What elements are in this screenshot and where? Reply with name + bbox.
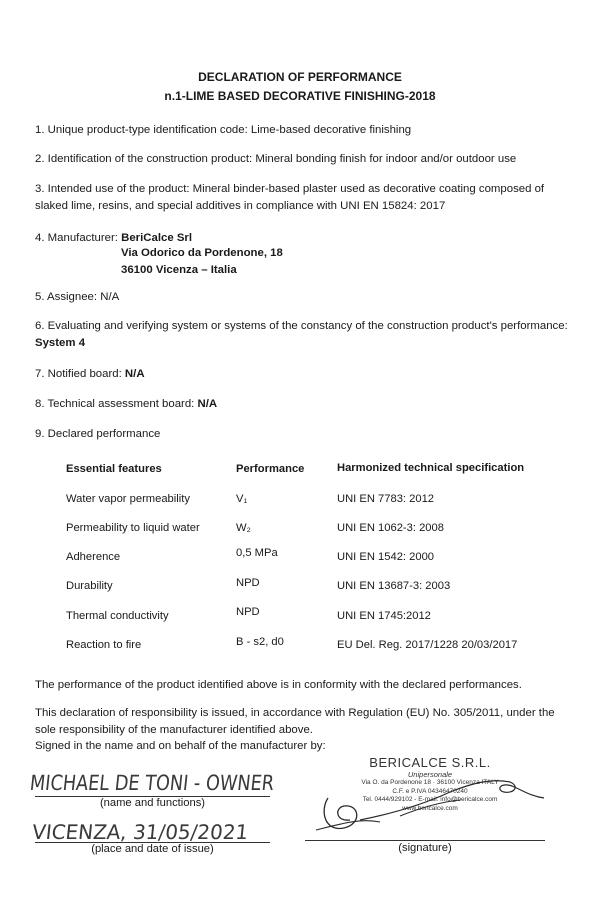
table-cell-feature: Water vapor permeability <box>66 493 190 505</box>
item-8-value: N/A <box>197 398 218 410</box>
item-7-value: N/A <box>124 368 145 380</box>
place-caption: (place and date of issue) <box>91 843 214 855</box>
table-cell-performance: 0,5 MPa <box>236 547 278 559</box>
item-8 <box>35 396 570 413</box>
manufacturer-address-line-2: 36100 Vicenza – Italia <box>121 264 237 276</box>
item-7-label: 7. Notified board: <box>35 368 125 380</box>
stamp-contact: Tel. 0444/929102 - E-mail: info@bericalce.com <box>362 796 498 803</box>
stamp-type: Unipersonale <box>407 770 453 779</box>
table-cell-spec: UNI EN 1542: 2000 <box>337 551 435 563</box>
table-header-features: Essential features <box>66 463 162 475</box>
table-cell-spec: UNI EN 7783: 2012 <box>337 493 435 505</box>
item-7 <box>35 366 570 383</box>
table-header-performance: Performance <box>236 463 305 475</box>
item-6-value: System 4 <box>35 337 86 349</box>
document-title: DECLARATION OF PERFORMANCE <box>198 70 402 84</box>
table-cell-feature: Durability <box>66 580 113 592</box>
table-cell-performance: NPD <box>236 577 260 589</box>
handwritten-name <box>28 764 322 798</box>
item-6 <box>35 318 570 352</box>
item-9: 9. Declared performance <box>35 428 161 440</box>
stamp-web: www.bericalce.com <box>402 804 458 812</box>
document-subtitle: n.1-LIME BASED DECORATIVE FINISHING-2018 <box>164 89 436 103</box>
table-cell-performance: B - s2, d0 <box>236 636 284 648</box>
handwritten-name-text: MICHAEL DE TONI - OWNER <box>28 770 322 795</box>
item-2: 2. Identification of the construction product: Mineral bonding finish for indoor and/or outdoor use <box>35 153 517 165</box>
handwritten-place-date-text: VICENZA, 31/05/2021 <box>30 820 250 844</box>
signature-caption: (signature) <box>398 842 452 854</box>
signature-scribble <box>300 770 560 840</box>
table-header-specification: Harmonized technical specification <box>337 462 525 474</box>
stamp-address: Via O. da Pordenone 18 · 36100 Vicenza ITALY <box>361 779 499 786</box>
item-4-label: 4. Manufacturer: <box>35 232 122 244</box>
table-cell-feature: Reaction to fire <box>66 639 142 651</box>
manufacturer-address-line-1: Via Odorico da Pordenone, 18 <box>121 247 283 259</box>
item-5: 5. Assignee: N/A <box>35 291 120 303</box>
table-cell-spec: UNI EN 1745:2012 <box>337 610 431 622</box>
table-cell-feature: Thermal conductivity <box>66 610 169 622</box>
table-cell-spec: UNI EN 1062-3: 2008 <box>337 522 444 534</box>
item-4 <box>35 230 570 247</box>
conformity-statement: The performance of the product identified above is in conformity with the declared performances. <box>35 679 522 691</box>
stamp-tax: C.F. e P.IVA 04346470240 <box>392 787 468 795</box>
table-cell-spec: EU Del. Reg. 2017/1228 20/03/2017 <box>337 639 518 651</box>
signed-statement: Signed in the name and on behalf of the manufacturer by: <box>35 740 326 752</box>
item-6-text: 6. Evaluating and verifying system or systems of the constancy of the construction product's performance: <box>35 320 568 332</box>
name-caption: (name and functions) <box>99 797 206 809</box>
table-cell-feature: Permeability to liquid water <box>66 522 200 534</box>
stamp-company: BERICALCE S.R.L. <box>369 755 491 770</box>
item-3: 3. Intended use of the product: Mineral binder-based plaster used as decorative coating composed of slaked lime, resins, and special additives in compliance with UNI EN 15824: 2017 <box>35 183 545 212</box>
declaration-statement: This declaration of responsibility is issued, in accordance with Regulation (EU) No. 305/2011, under the sole responsibility of the manufacturer identified above. <box>35 707 555 736</box>
table-cell-performance: W₂ <box>236 522 251 534</box>
item-8-label: 8. Technical assessment board: <box>35 398 198 410</box>
table-cell-performance: V₁ <box>236 493 248 505</box>
item-1: 1. Unique product-type identification code: Lime-based decorative finishing <box>35 124 412 136</box>
table-cell-feature: Adherence <box>66 551 121 563</box>
signature-underline <box>305 840 545 841</box>
manufacturer-name: BeriCalce Srl <box>121 232 193 244</box>
table-cell-spec: UNI EN 13687-3: 2003 <box>337 580 451 592</box>
table-cell-performance: NPD <box>236 606 260 618</box>
